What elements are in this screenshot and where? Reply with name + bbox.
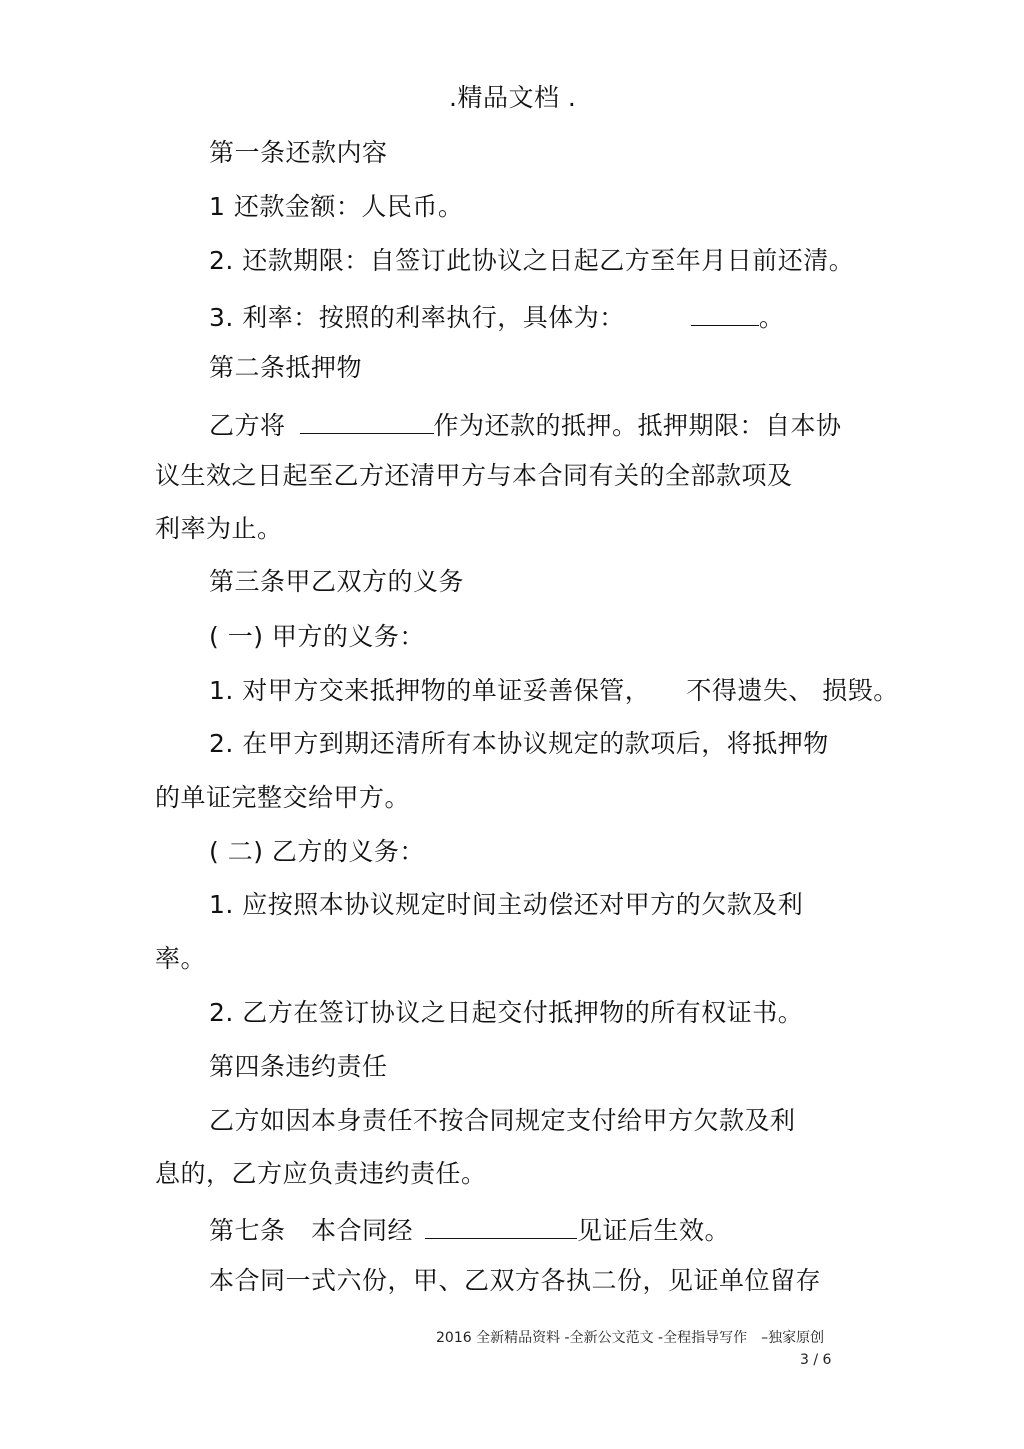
article1-item3-text: 3. 利率：按照的利率执行，具体为： bbox=[209, 303, 625, 332]
article4-line2: 息的，乙方应负责违约责任。 bbox=[155, 1159, 487, 1188]
article7-pre: 第七条 本合同经 bbox=[209, 1216, 414, 1245]
article7-post: 见证后生效。 bbox=[577, 1216, 731, 1245]
article1-heading: 第一条还款内容 bbox=[209, 138, 388, 167]
article1-item1: 1 还款金额：人民币。 bbox=[209, 192, 464, 221]
page-number: 3 / 6 bbox=[800, 1352, 832, 1368]
witness-blank bbox=[425, 1212, 577, 1239]
partyB-heading: ( 二) 乙方的义务： bbox=[209, 837, 425, 866]
partyA-item1-pre: 1. 对甲方交来抵押物的单证妥善保管， bbox=[209, 676, 651, 705]
partyA-item1 bbox=[209, 676, 899, 706]
article7-line bbox=[209, 1212, 730, 1246]
partyB-item2: 2. 乙方在签订协议之日起交付抵押物的所有权证书。 bbox=[209, 998, 804, 1027]
article2-para-line2: 议生效之日起至乙方还清甲方与本合同有关的全部款项及 bbox=[155, 461, 793, 490]
partyA-item2-line1: 2. 在甲方到期还清所有本协议规定的款项后，将抵押物 bbox=[209, 729, 829, 758]
partyA-heading: ( 一) 甲方的义务： bbox=[209, 622, 425, 651]
article2-para-line1 bbox=[209, 407, 842, 441]
article1-item3 bbox=[209, 299, 784, 333]
article1-item3-end: 。 bbox=[758, 303, 785, 332]
article2-para-pre: 乙方将 bbox=[209, 411, 286, 440]
article2-para-post: 作为还款的抵押。抵押期限：自本协 bbox=[433, 411, 842, 440]
article2-heading: 第二条抵押物 bbox=[209, 353, 363, 382]
closing-line1: 本合同一式六份，甲、乙双方各执二份，见证单位留存 bbox=[209, 1266, 822, 1295]
partyA-item1-post: 不得遗失、 损毁。 bbox=[686, 676, 899, 705]
article4-heading: 第四条违约责任 bbox=[209, 1052, 388, 1081]
footer-tagline: 2016 全新精品资料 -全新公文范文 -全程指导写作 –独家原创 bbox=[436, 1330, 825, 1346]
article3-heading: 第三条甲乙双方的义务 bbox=[209, 567, 465, 596]
header-title: .精品文档 . bbox=[449, 83, 577, 112]
partyB-item1-line1: 1. 应按照本协议规定时间主动偿还对甲方的欠款及利 bbox=[209, 890, 804, 919]
article2-para-line3: 利率为止。 bbox=[155, 514, 283, 543]
article1-item2: 2. 还款期限：自签订此协议之日起乙方至年月日前还清。 bbox=[209, 246, 855, 275]
rate-blank bbox=[691, 299, 759, 326]
partyB-item1-line2: 率。 bbox=[155, 944, 207, 973]
collateral-blank bbox=[300, 407, 434, 434]
partyA-item2-line2: 的单证完整交给甲方。 bbox=[155, 783, 411, 812]
article4-line1: 乙方如因本身责任不按合同规定支付给甲方欠款及利 bbox=[209, 1106, 796, 1135]
